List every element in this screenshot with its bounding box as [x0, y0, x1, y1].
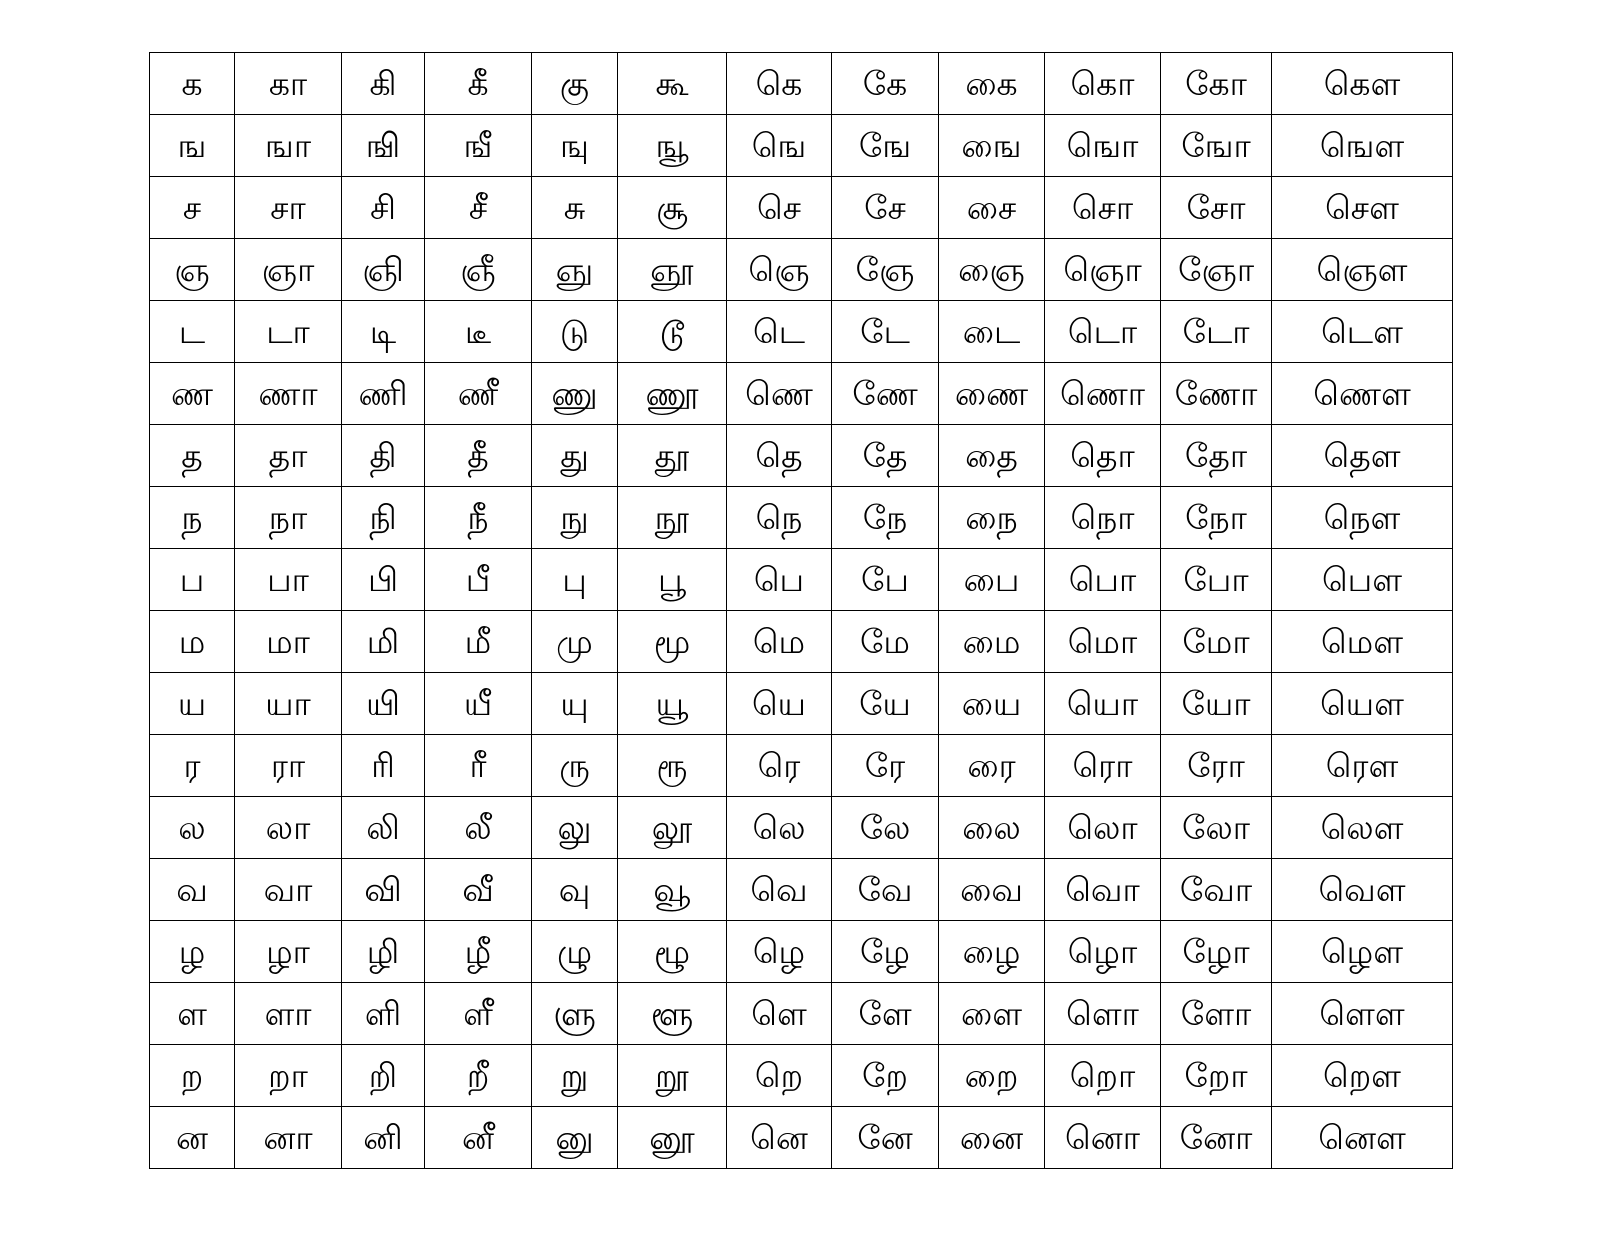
- letter-cell: ஙூ: [618, 115, 727, 177]
- letter-cell: தை: [939, 425, 1045, 487]
- letter-cell: கௌ: [1272, 53, 1453, 115]
- letter-cell: டொ: [1045, 301, 1161, 363]
- letter-cell: வீ: [425, 859, 532, 921]
- letter-cell: ழௌ: [1272, 921, 1453, 983]
- table-row: [150, 115, 1453, 177]
- letter-cell: பு: [532, 549, 618, 611]
- letter-cell: கு: [532, 53, 618, 115]
- letter-cell: சி: [342, 177, 425, 239]
- letter-cell: றீ: [425, 1045, 532, 1107]
- table-row: [150, 797, 1453, 859]
- letter-cell: னொ: [1045, 1107, 1161, 1169]
- letter-cell: ல: [150, 797, 235, 859]
- letter-cell: ஞோ: [1161, 239, 1272, 301]
- letter-cell: பௌ: [1272, 549, 1453, 611]
- letter-cell: டீ: [425, 301, 532, 363]
- letter-cell: கோ: [1161, 53, 1272, 115]
- letter-cell: யொ: [1045, 673, 1161, 735]
- letter-cell: ழே: [832, 921, 939, 983]
- letter-cell: நெ: [727, 487, 832, 549]
- letter-cell: ணீ: [425, 363, 532, 425]
- letter-cell: மோ: [1161, 611, 1272, 673]
- letter-cell: யீ: [425, 673, 532, 735]
- letter-cell: வை: [939, 859, 1045, 921]
- letter-cell: தெ: [727, 425, 832, 487]
- letter-cell: ஞ: [150, 239, 235, 301]
- letter-cell: தோ: [1161, 425, 1272, 487]
- letter-cell: ளா: [235, 983, 342, 1045]
- letter-cell: ணா: [235, 363, 342, 425]
- letter-cell: னா: [235, 1107, 342, 1169]
- uyirmei-table: [149, 52, 1453, 1169]
- letter-cell: லொ: [1045, 797, 1161, 859]
- letter-cell: டு: [532, 301, 618, 363]
- letter-cell: ணூ: [618, 363, 727, 425]
- letter-cell: ரூ: [618, 735, 727, 797]
- letter-cell: பி: [342, 549, 425, 611]
- letter-cell: வி: [342, 859, 425, 921]
- letter-cell: ரி: [342, 735, 425, 797]
- letter-cell: நு: [532, 487, 618, 549]
- letter-cell: லை: [939, 797, 1045, 859]
- letter-cell: ளு: [532, 983, 618, 1045]
- letter-cell: னெ: [727, 1107, 832, 1169]
- letter-cell: ஙெ: [727, 115, 832, 177]
- letter-cell: ஙா: [235, 115, 342, 177]
- letter-cell: டா: [235, 301, 342, 363]
- letter-cell: கே: [832, 53, 939, 115]
- letter-cell: ழொ: [1045, 921, 1161, 983]
- letter-cell: ஙை: [939, 115, 1045, 177]
- letter-cell: று: [532, 1045, 618, 1107]
- letter-cell: ரொ: [1045, 735, 1161, 797]
- letter-cell: னை: [939, 1107, 1045, 1169]
- letter-cell: மெ: [727, 611, 832, 673]
- letter-cell: சு: [532, 177, 618, 239]
- letter-cell: ஞு: [532, 239, 618, 301]
- letter-cell: வௌ: [1272, 859, 1453, 921]
- letter-cell: கூ: [618, 53, 727, 115]
- letter-cell: னி: [342, 1107, 425, 1169]
- letter-cell: நே: [832, 487, 939, 549]
- letter-cell: றே: [832, 1045, 939, 1107]
- letter-cell: ணௌ: [1272, 363, 1453, 425]
- letter-cell: ரெ: [727, 735, 832, 797]
- letter-cell: டோ: [1161, 301, 1272, 363]
- table-row: [150, 983, 1453, 1045]
- letter-cell: னீ: [425, 1107, 532, 1169]
- table-row: [150, 425, 1453, 487]
- letter-cell: றா: [235, 1045, 342, 1107]
- letter-cell: தூ: [618, 425, 727, 487]
- letter-cell: ணெ: [727, 363, 832, 425]
- letter-cell: ச: [150, 177, 235, 239]
- letter-cell: ஙி: [342, 115, 425, 177]
- letter-cell: கி: [342, 53, 425, 115]
- letter-cell: தீ: [425, 425, 532, 487]
- letter-cell: ட: [150, 301, 235, 363]
- letter-cell: நோ: [1161, 487, 1272, 549]
- letter-cell: றை: [939, 1045, 1045, 1107]
- letter-cell: ப: [150, 549, 235, 611]
- letter-cell: ய: [150, 673, 235, 735]
- table-row: [150, 301, 1453, 363]
- letter-cell: ளை: [939, 983, 1045, 1045]
- letter-cell: பை: [939, 549, 1045, 611]
- letter-cell: யி: [342, 673, 425, 735]
- letter-cell: ரோ: [1161, 735, 1272, 797]
- letter-cell: ழீ: [425, 921, 532, 983]
- letter-cell: டி: [342, 301, 425, 363]
- letter-cell: ஙொ: [1045, 115, 1161, 177]
- letter-cell: றோ: [1161, 1045, 1272, 1107]
- letter-cell: க: [150, 53, 235, 115]
- letter-cell: லீ: [425, 797, 532, 859]
- letter-cell: ரே: [832, 735, 939, 797]
- letter-cell: ளொ: [1045, 983, 1161, 1045]
- letter-cell: கெ: [727, 53, 832, 115]
- letter-cell: ஞி: [342, 239, 425, 301]
- letter-cell: நௌ: [1272, 487, 1453, 549]
- letter-cell: றூ: [618, 1045, 727, 1107]
- letter-cell: லெ: [727, 797, 832, 859]
- table-row: [150, 177, 1453, 239]
- letter-cell: றௌ: [1272, 1045, 1453, 1107]
- letter-cell: து: [532, 425, 618, 487]
- letter-cell: ணே: [832, 363, 939, 425]
- letter-cell: சொ: [1045, 177, 1161, 239]
- letter-cell: ஞெ: [727, 239, 832, 301]
- letter-cell: னு: [532, 1107, 618, 1169]
- letter-cell: ளௌ: [1272, 983, 1453, 1045]
- letter-cell: வொ: [1045, 859, 1161, 921]
- tamil-uyirmei-chart: [149, 52, 1453, 1169]
- letter-cell: மு: [532, 611, 618, 673]
- table-row: [150, 859, 1453, 921]
- letter-cell: யு: [532, 673, 618, 735]
- letter-cell: யை: [939, 673, 1045, 735]
- letter-cell: யௌ: [1272, 673, 1453, 735]
- letter-cell: னே: [832, 1107, 939, 1169]
- letter-cell: ஞௌ: [1272, 239, 1453, 301]
- letter-cell: ளி: [342, 983, 425, 1045]
- letter-cell: றெ: [727, 1045, 832, 1107]
- letter-cell: ஙௌ: [1272, 115, 1453, 177]
- letter-cell: கொ: [1045, 53, 1161, 115]
- letter-cell: பீ: [425, 549, 532, 611]
- table-row: [150, 487, 1453, 549]
- letter-cell: றி: [342, 1045, 425, 1107]
- letter-cell: போ: [1161, 549, 1272, 611]
- letter-cell: ற: [150, 1045, 235, 1107]
- letter-cell: நொ: [1045, 487, 1161, 549]
- letter-cell: ஞே: [832, 239, 939, 301]
- letter-cell: யோ: [1161, 673, 1272, 735]
- letter-cell: ஙோ: [1161, 115, 1272, 177]
- letter-cell: ண: [150, 363, 235, 425]
- letter-cell: றொ: [1045, 1045, 1161, 1107]
- letter-cell: னோ: [1161, 1107, 1272, 1169]
- letter-cell: நீ: [425, 487, 532, 549]
- letter-cell: மொ: [1045, 611, 1161, 673]
- letter-cell: வெ: [727, 859, 832, 921]
- letter-cell: ழெ: [727, 921, 832, 983]
- letter-cell: கா: [235, 53, 342, 115]
- letter-cell: தௌ: [1272, 425, 1453, 487]
- letter-cell: சை: [939, 177, 1045, 239]
- letter-cell: சே: [832, 177, 939, 239]
- letter-cell: ரு: [532, 735, 618, 797]
- table-row: [150, 53, 1453, 115]
- letter-cell: மே: [832, 611, 939, 673]
- letter-cell: சா: [235, 177, 342, 239]
- letter-cell: ளெ: [727, 983, 832, 1045]
- letter-cell: கீ: [425, 53, 532, 115]
- letter-cell: சீ: [425, 177, 532, 239]
- letter-cell: ந: [150, 487, 235, 549]
- table-row: [150, 735, 1453, 797]
- letter-cell: லா: [235, 797, 342, 859]
- letter-cell: தொ: [1045, 425, 1161, 487]
- letter-cell: ணி: [342, 363, 425, 425]
- letter-cell: ஙீ: [425, 115, 532, 177]
- letter-cell: வு: [532, 859, 618, 921]
- letter-cell: தி: [342, 425, 425, 487]
- letter-cell: வா: [235, 859, 342, 921]
- letter-cell: ங: [150, 115, 235, 177]
- letter-cell: டௌ: [1272, 301, 1453, 363]
- letter-cell: ளே: [832, 983, 939, 1045]
- letter-cell: சூ: [618, 177, 727, 239]
- table-row: [150, 239, 1453, 301]
- letter-cell: ஙு: [532, 115, 618, 177]
- letter-cell: ழி: [342, 921, 425, 983]
- table-row: [150, 1045, 1453, 1107]
- letter-cell: டெ: [727, 301, 832, 363]
- letter-cell: னௌ: [1272, 1107, 1453, 1169]
- letter-cell: டை: [939, 301, 1045, 363]
- letter-cell: யூ: [618, 673, 727, 735]
- letter-cell: ஙே: [832, 115, 939, 177]
- letter-cell: ரௌ: [1272, 735, 1453, 797]
- letter-cell: ளீ: [425, 983, 532, 1045]
- letter-cell: லௌ: [1272, 797, 1453, 859]
- letter-cell: லூ: [618, 797, 727, 859]
- letter-cell: ஞூ: [618, 239, 727, 301]
- letter-cell: வே: [832, 859, 939, 921]
- letter-cell: ள: [150, 983, 235, 1045]
- letter-cell: ழு: [532, 921, 618, 983]
- letter-cell: ழா: [235, 921, 342, 983]
- letter-cell: பூ: [618, 549, 727, 611]
- table-row: [150, 363, 1453, 425]
- letter-cell: பா: [235, 549, 342, 611]
- letter-cell: யெ: [727, 673, 832, 735]
- letter-cell: ஞொ: [1045, 239, 1161, 301]
- letter-cell: யே: [832, 673, 939, 735]
- letter-cell: லே: [832, 797, 939, 859]
- letter-cell: ரீ: [425, 735, 532, 797]
- letter-cell: நா: [235, 487, 342, 549]
- letter-cell: லி: [342, 797, 425, 859]
- letter-cell: ணோ: [1161, 363, 1272, 425]
- letter-cell: ரா: [235, 735, 342, 797]
- letter-cell: லு: [532, 797, 618, 859]
- table-row: [150, 1107, 1453, 1169]
- letter-cell: கை: [939, 53, 1045, 115]
- letter-cell: யா: [235, 673, 342, 735]
- letter-cell: ளூ: [618, 983, 727, 1045]
- letter-cell: மா: [235, 611, 342, 673]
- letter-cell: ழ: [150, 921, 235, 983]
- letter-cell: லோ: [1161, 797, 1272, 859]
- letter-cell: பே: [832, 549, 939, 611]
- letter-cell: ணொ: [1045, 363, 1161, 425]
- letter-cell: ஞா: [235, 239, 342, 301]
- letter-cell: மூ: [618, 611, 727, 673]
- letter-cell: ஞீ: [425, 239, 532, 301]
- letter-cell: நை: [939, 487, 1045, 549]
- letter-cell: ழை: [939, 921, 1045, 983]
- letter-cell: ம: [150, 611, 235, 673]
- letter-cell: சௌ: [1272, 177, 1453, 239]
- table-row: [150, 611, 1453, 673]
- letter-cell: டே: [832, 301, 939, 363]
- letter-cell: ழோ: [1161, 921, 1272, 983]
- letter-cell: தா: [235, 425, 342, 487]
- letter-cell: நி: [342, 487, 425, 549]
- table-row: [150, 921, 1453, 983]
- letter-cell: செ: [727, 177, 832, 239]
- letter-cell: ஞை: [939, 239, 1045, 301]
- table-row: [150, 673, 1453, 735]
- letter-cell: னூ: [618, 1107, 727, 1169]
- letter-cell: வூ: [618, 859, 727, 921]
- letter-cell: மீ: [425, 611, 532, 673]
- table-row: [150, 549, 1453, 611]
- letter-cell: வ: [150, 859, 235, 921]
- letter-cell: பொ: [1045, 549, 1161, 611]
- letter-cell: ளோ: [1161, 983, 1272, 1045]
- letter-cell: த: [150, 425, 235, 487]
- letter-cell: ழூ: [618, 921, 727, 983]
- letter-cell: ன: [150, 1107, 235, 1169]
- letter-cell: ரை: [939, 735, 1045, 797]
- letter-cell: ணு: [532, 363, 618, 425]
- letter-cell: மௌ: [1272, 611, 1453, 673]
- letter-cell: மை: [939, 611, 1045, 673]
- letter-cell: ணை: [939, 363, 1045, 425]
- letter-cell: வோ: [1161, 859, 1272, 921]
- letter-cell: நூ: [618, 487, 727, 549]
- letter-cell: டூ: [618, 301, 727, 363]
- letter-cell: மி: [342, 611, 425, 673]
- letter-cell: ர: [150, 735, 235, 797]
- letter-cell: சோ: [1161, 177, 1272, 239]
- letter-cell: தே: [832, 425, 939, 487]
- table-body: [150, 53, 1453, 1169]
- letter-cell: பெ: [727, 549, 832, 611]
